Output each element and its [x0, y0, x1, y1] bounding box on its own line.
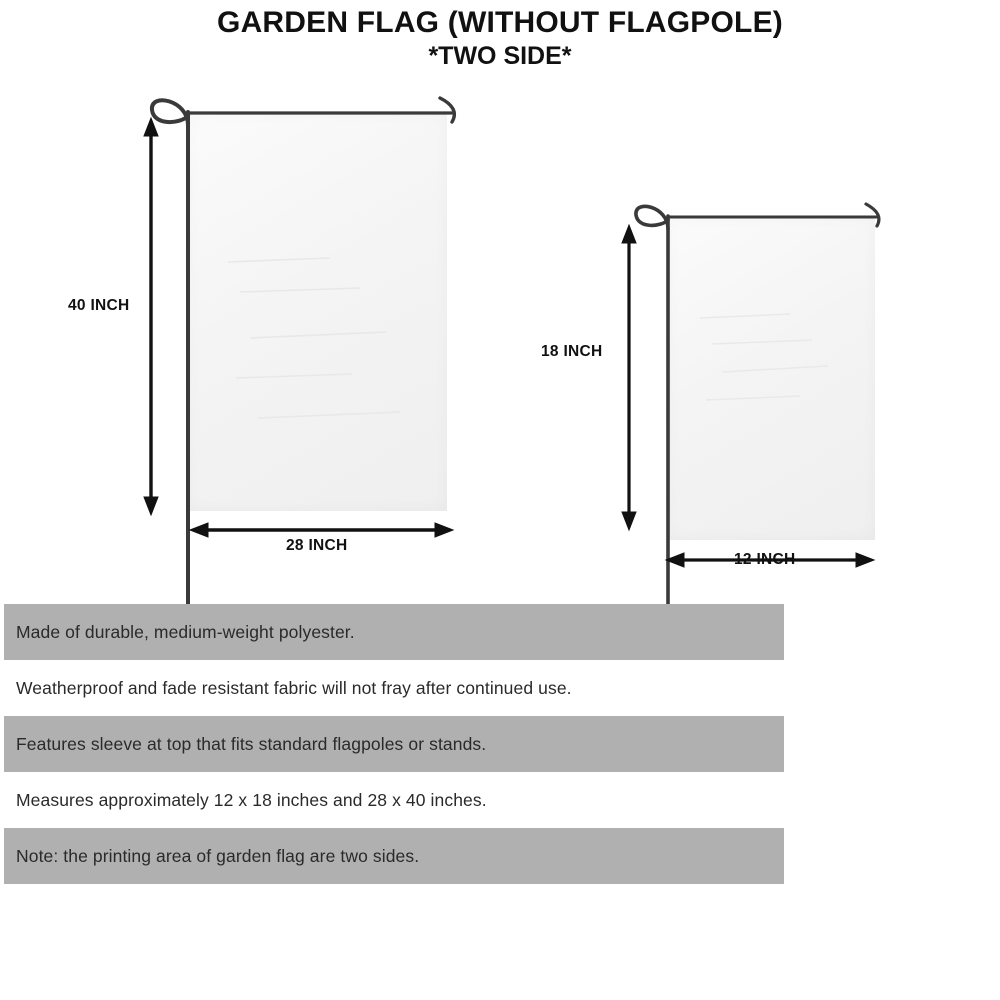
large-flag-height-label: 40 INCH — [68, 297, 130, 314]
small-flag-fold-lines — [700, 314, 828, 400]
feature-text: Weatherproof and fade resistant fabric will not fray after continued use. — [16, 677, 572, 698]
large-flag-height-dimension — [144, 118, 158, 515]
small-flag-height-label: 18 INCH — [541, 343, 603, 360]
small-flag-width-label: 12 INCH — [734, 551, 796, 568]
title-main: GARDEN FLAG (WITHOUT FLAGPOLE) — [217, 6, 783, 39]
feature-row — [4, 604, 784, 660]
feature-text: Measures approximately 12 x 18 inches and 28 x 40 inches. — [16, 789, 487, 810]
feature-text: Features sleeve at top that fits standard flagpoles or stands. — [16, 733, 487, 754]
large-flag-fold-lines — [228, 258, 400, 418]
feature-text: Note: the printing area of garden flag are two sides. — [16, 845, 420, 866]
feature-row — [4, 716, 784, 772]
feature-text: Made of durable, medium-weight polyester. — [16, 621, 355, 642]
small-flag-height-dimension — [622, 225, 636, 530]
title-subtitle: *TWO SIDE* — [428, 41, 572, 70]
large-flag-width-label: 28 INCH — [286, 537, 348, 554]
large-flag-width-dimension — [190, 523, 453, 537]
feature-row — [4, 772, 784, 828]
feature-row — [4, 660, 784, 716]
feature-row — [4, 828, 784, 884]
feature-list — [4, 604, 784, 884]
